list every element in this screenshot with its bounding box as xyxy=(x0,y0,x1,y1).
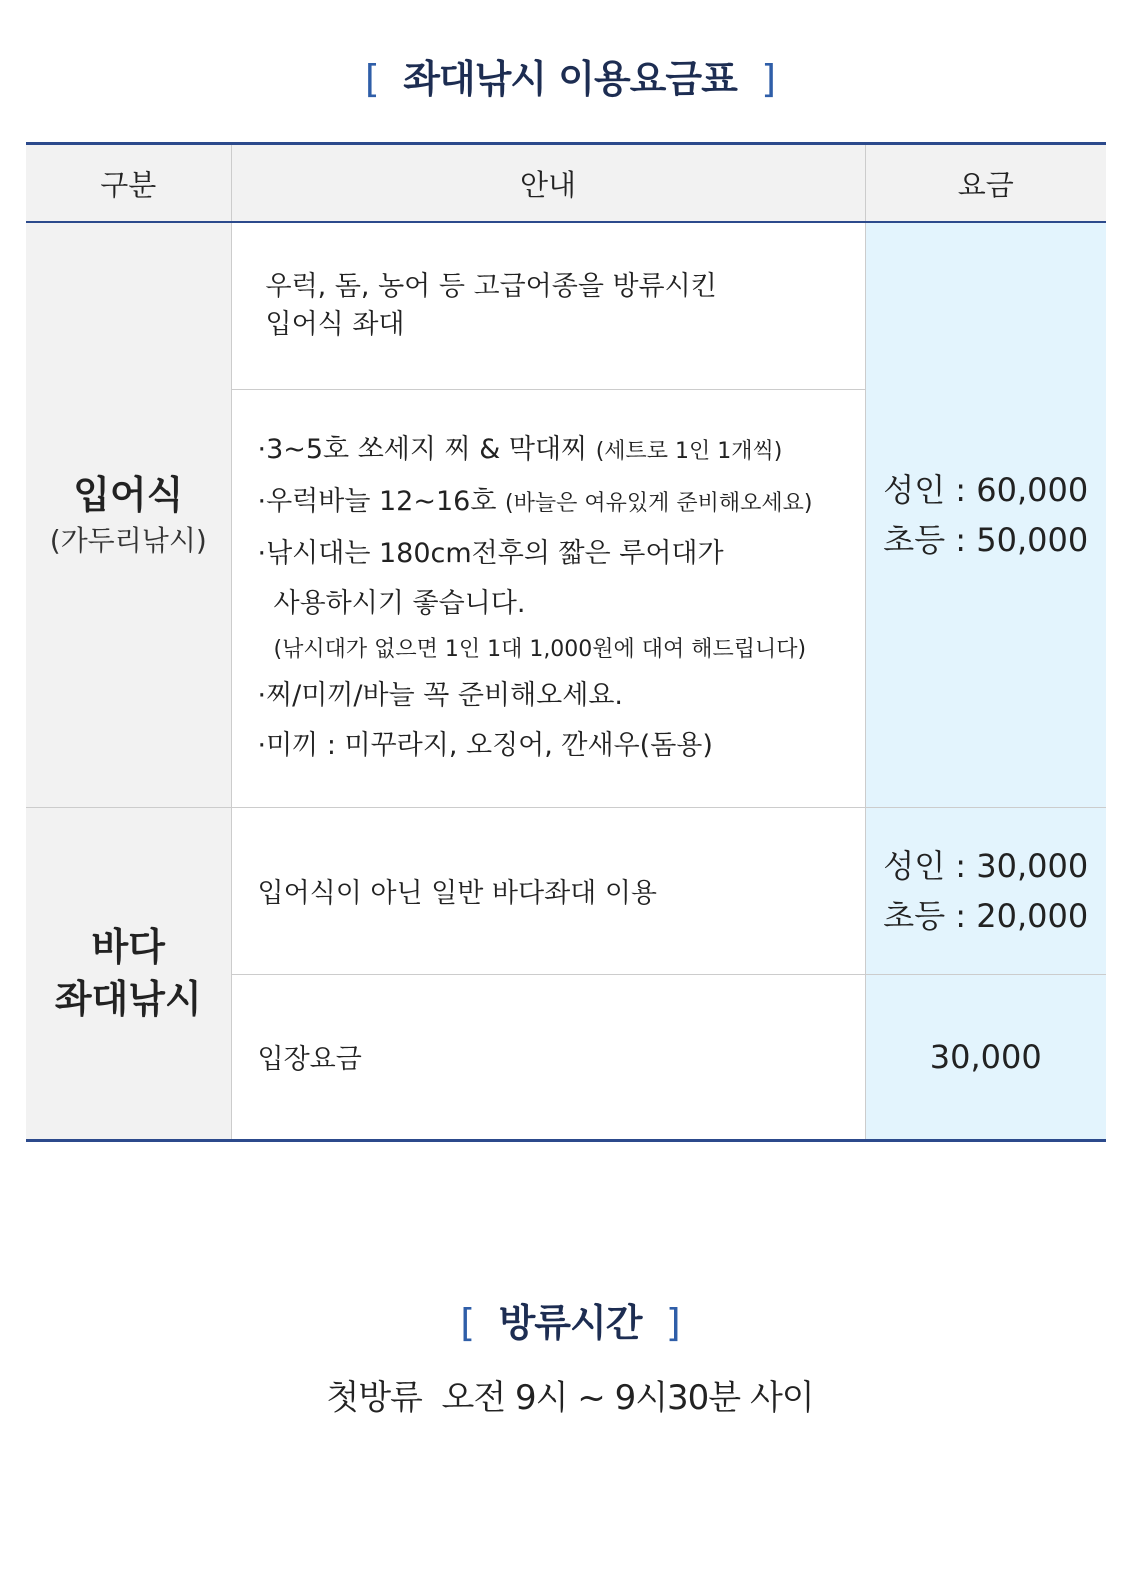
release-title-text: 방류시간 xyxy=(498,1301,642,1345)
bullet-item: ·찌/미끼/바늘 꼭 준비해오세요. xyxy=(257,680,624,711)
bullet-continuation: 사용하시기 좋습니다. xyxy=(273,588,526,619)
category-title-line: 좌대낚시 xyxy=(54,977,202,1021)
title-bracket-open: [ xyxy=(364,57,379,101)
info-intro xyxy=(231,222,865,389)
fee-entrance: 30,000 xyxy=(865,974,1106,1140)
fee-ipeosik xyxy=(865,222,1106,807)
info-entrance: 입장요금 xyxy=(231,974,865,1140)
fee-child: 초등 : 20,000 xyxy=(883,896,1089,935)
fee-child: 초등 : 50,000 xyxy=(883,520,1089,559)
fee-sea-general xyxy=(865,807,1106,974)
page-title xyxy=(0,48,1140,103)
intro-line: 입어식 좌대 xyxy=(265,308,405,340)
fee-table xyxy=(26,142,1106,1142)
release-bracket-open: [ xyxy=(460,1301,475,1345)
category-subtitle: (가두리낚시) xyxy=(49,523,207,557)
info-bullets xyxy=(231,389,865,807)
bullet-note: (낚시대가 없으면 1인 1대 1,000원에 대여 해드립니다) xyxy=(273,637,807,662)
table-header-row xyxy=(26,144,1106,223)
header-category: 구분 xyxy=(26,144,231,223)
category-title: 입어식 xyxy=(73,472,184,517)
release-title xyxy=(0,1292,1140,1347)
category-title-line: 바다 xyxy=(91,925,165,969)
header-info: 안내 xyxy=(231,144,865,223)
category-sea xyxy=(26,807,231,1140)
bullet-item: ·낚시대는 180cm전후의 짧은 루어대가 xyxy=(257,538,724,569)
category-ipeosik xyxy=(26,222,231,807)
release-time-text: 첫방류 오전 9시 ~ 9시30분 사이 xyxy=(326,1378,814,1418)
header-fee: 요금 xyxy=(865,144,1106,223)
table-row xyxy=(26,222,1106,389)
title-bracket-close: ] xyxy=(761,57,776,101)
info-sea-general: 입어식이 아닌 일반 바다좌대 이용 xyxy=(231,807,865,974)
page-title-text: 좌대낚시 이용요금표 xyxy=(403,57,737,101)
fee-adult: 성인 : 60,000 xyxy=(883,470,1089,509)
bullet-item: ·우럭바늘 12~16호 (바늘은 여유있게 준비해오세요) xyxy=(257,486,813,517)
fee-adult: 성인 : 30,000 xyxy=(883,846,1089,885)
bullet-item: ·미끼 : 미꾸라지, 오징어, 깐새우(돔용) xyxy=(257,730,713,761)
intro-line: 우럭, 돔, 농어 등 고급어종을 방류시킨 xyxy=(265,270,717,302)
release-bracket-close: ] xyxy=(665,1301,680,1345)
bullet-item: ·3~5호 쏘세지 찌 & 막대찌 (세트로 1인 1개씩) xyxy=(257,434,783,465)
table-row xyxy=(26,807,1106,974)
